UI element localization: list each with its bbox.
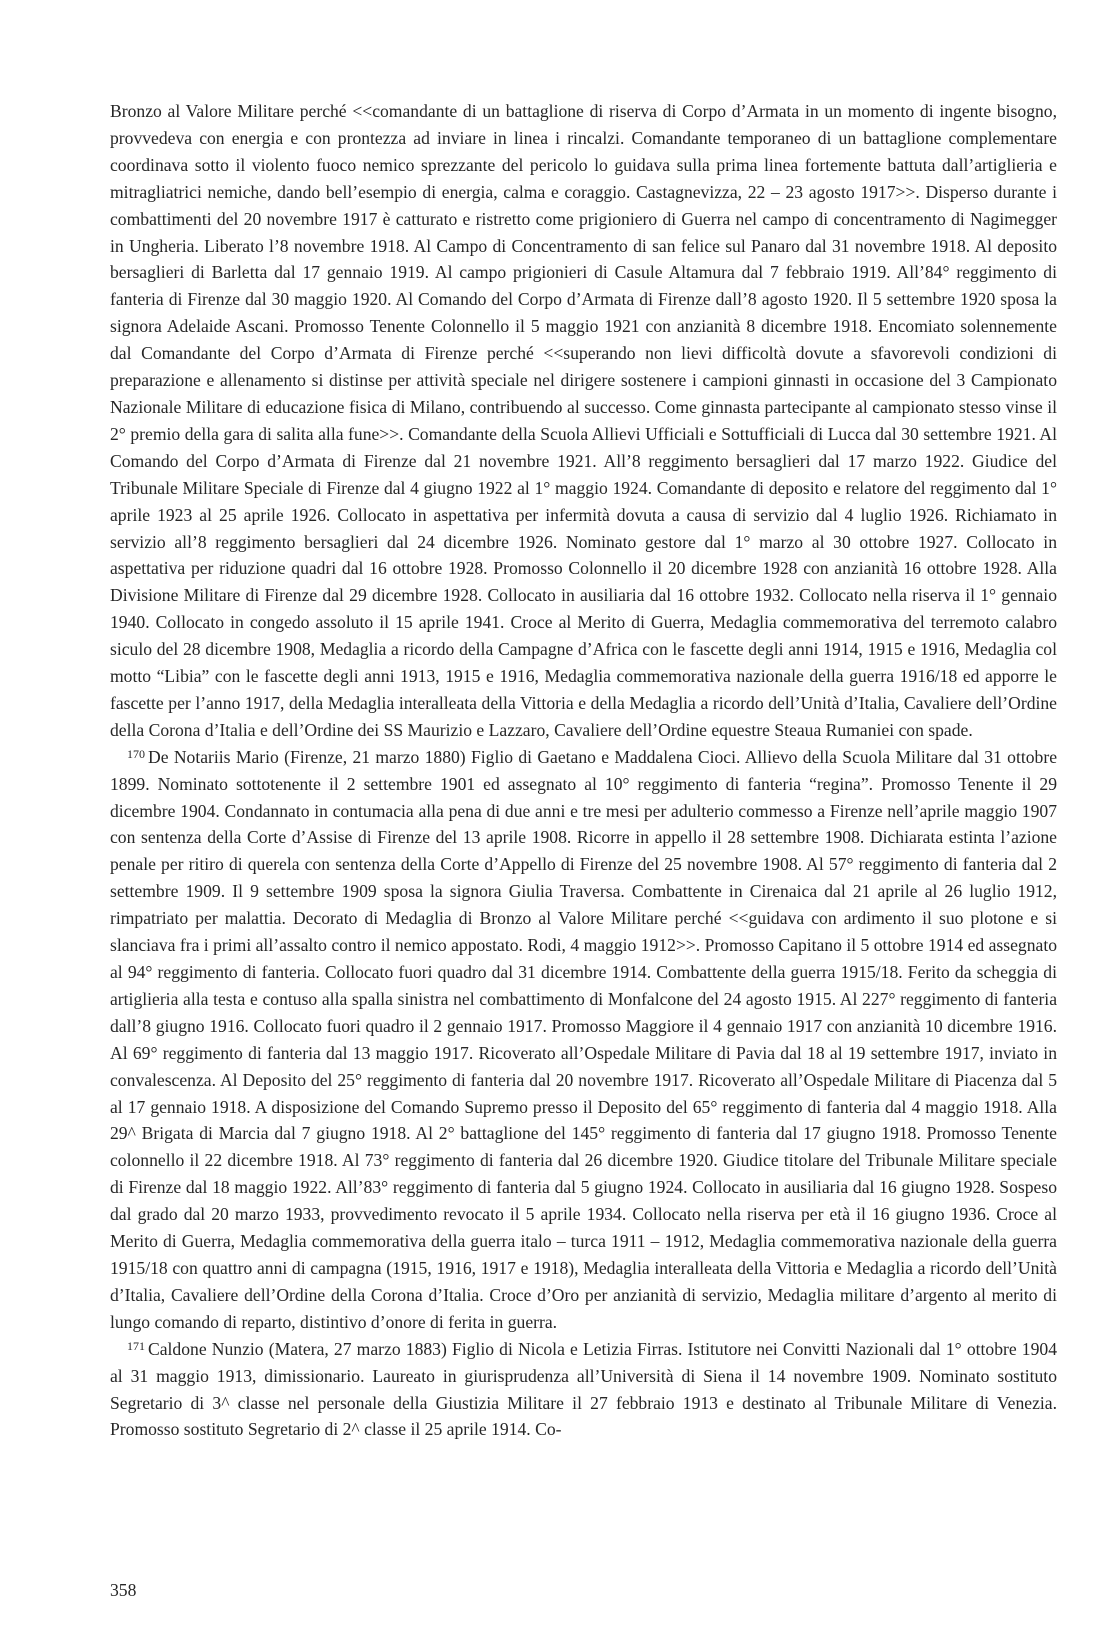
footnote-number: 170: [127, 746, 145, 761]
paragraph-text: De Notariis Mario (Firenze, 21 marzo 1880) Figlio di Gaetano e Maddalena Cioci. Allievo della Scuola Militare dal 31 ottobre 1899. Nominato sottotenente il 2 settembre 1901 ed assegnato al 10° reggimento di fanteria “regina”. Promosso Tenente il 29 dicembre 1904. Condannato in contumacia alla pena di due anni e tre mesi per adulterio commesso a Firenze nell’aprile maggio 1907 con sentenza della Corte d’Assise di Firenze del 13 aprile 1908. Ricorre in appello il 28 settembre 1908. Dichiarata estinta l’azione penale per ritiro di querela con sentenza della Corte d’Appello di Firenze del 25 novembre 1908. Al 57° reggimento di fanteria dal 2 settembre 1909. Il 9 settembre 1909 sposa la signora Giulia Traversa. Combattente in Cirenaica dal 21 aprile al 26 luglio 1912, rimpatriato per malattia. Decorato di Medaglia di Bronzo al Valore Militare perché <<guidava con ardimento il suo plotone e si slanciava fra i primi all’assalto contro il nemico appostato. Rodi, 4 maggio 1912>>. Promosso Capitano il 5 ottobre 1914 ed assegnato al 94° reggimento di fanteria. Collocato fuori quadro dal 31 dicembre 1914. Combattente della guerra 1915/18. Ferito da scheggia di artiglieria alla testa e contuso alla spalla sinistra nel combattimento di Monfalcone del 24 agosto 1915. Al 227° reggimento di fanteria dall’8 giugno 1916. Collocato fuori quadro il 2 gennaio 1917. Promosso Maggiore il 4 gennaio 1917 con anzianità 10 dicembre 1916. Al 69° reggimento di fanteria dal 13 maggio 1917. Ricoverato all’Ospedale Militare di Pavia dal 18 al 19 settembre 1917, inviato in convalescenza. Al Deposito del 25° reggimento di fanteria dal 20 novembre 1917. Ricoverato all’Ospedale Militare di Piacenza dal 5 al 17 gennaio 1918. A disposizione del Comando Supremo presso il Deposito del 65° reggimento di fanteria dal 4 maggio 1918. Alla 29^ Brigata di Marcia dal 7 giugno 1918. Al 2° battaglione del 145° reggimento di fanteria dal 17 giugno 1918. Promosso Tenente colonnello il 22 dicembre 1918. Al 73° reggimento di fanteria dal 26 dicembre 1920. Giudice titolare del Tribunale Militare speciale di Firenze dal 18 maggio 1922. All’83° reggimento di fanteria dal 5 giugno 1924. Collocato in ausiliaria dal 16 giugno 1928. Sospeso dal grado dal 20 marzo 1933, provvedimento revocato il 5 aprile 1934. Collocato nella riserva per età il 16 giugno 1936. Croce al Merito di Guerra, Medaglia commemorativa della guerra italo – turca 1911 – 1912, Medaglia commemorativa nazionale della guerra 1915/18 con quattro anni di campagna (1915, 1916, 1917 e 1918), Medaglia interalleata della Vittoria e Medaglia a ricordo dell’Unità d’Italia, Cavaliere dell’Ordine della Corona d’Italia. Croce d’Oro per anzianità di servizio, Medaglia militare d’argento al merito di lungo comando di reparto, distintivo d’onore di ferita in guerra.: [110, 746, 1057, 1332]
paragraph-text: Caldone Nunzio (Matera, 27 marzo 1883) Figlio di Nicola e Letizia Firras. Istitutore nei Convitti Nazionali dal 1° ottobre 1904 al 31 maggio 1913, dimissionario. Laureato in giurisprudenza all’Università di Siena il 14 novembre 1909. Nominato sostituto Segretario di 3^ classe nel personale della Giustizia Militare il 27 febbraio 1913 e destinato al Tribunale Militare di Venezia. Promosso sostituto Segretario di 2^ classe il 25 aprile 1914. Co-: [110, 1338, 1057, 1440]
paragraph-text: Bronzo al Valore Militare perché <<comandante di un battaglione di riserva di Corpo d’Armata in un momento di ingente bisogno, provvedeva con energia e con prontezza ad inviare in linea i rincalzi. Comandante temporaneo di un battaglione complementare coordinava sotto il violento fuoco nemico sprezzante del pericolo lo guidava sulla prima linea fortemente battuta dall’artiglieria e mitragliatrici nemiche, dando bell’esempio di energia, calma e coraggio. Castagnevizza, 22 – 23 agosto 1917>>. Disperso durante i combattimenti del 20 novembre 1917 è catturato e ristretto come prigioniero di Guerra nel campo di concentramento di Nagimegger in Ungheria. Liberato l’8 novembre 1918. Al Campo di Concentramento di san felice sul Panaro dal 31 novembre 1918. Al deposito bersaglieri di Barletta dal 17 gennaio 1919. Al campo prigionieri di Casule Altamura dal 7 febbraio 1919. All’84° reggimento di fanteria di Firenze dal 30 maggio 1920. Al Comando del Corpo d’Armata di Firenze dall’8 agosto 1920. Il 5 settembre 1920 sposa la signora Adelaide Ascani. Promosso Tenente Colonnello il 5 maggio 1921 con anzianità 8 dicembre 1918. Encomiato solennemente dal Comandante del Corpo d’Armata di Firenze perché <<superando non lievi difficoltà dovute a sfavorevoli condizioni di preparazione e allenamento si distinse per attività speciale nel dirigere sostenere i campioni ginnasti in occasione del 3 Campionato Nazionale Militare di educazione fisica di Milano, contribuendo al successo. Come ginnasta partecipante al campionato stesso vinse il 2° premio della gara di salita alla fune>>. Comandante della Scuola Allievi Ufficiali e Sottufficiali di Lucca dal 30 settembre 1921. Al Comando del Corpo d’Armata di Firenze dal 21 novembre 1921. All’8 reggimento bersaglieri dal 17 marzo 1922. Giudice del Tribunale Militare Speciale di Firenze dal 4 giugno 1922 al 1° maggio 1924. Comandante di deposito e relatore del reggimento dal 1° aprile 1923 al 25 aprile 1926. Collocato in aspettativa per infermità dovuta a causa di servizio dal 4 luglio 1926. Richiamato in servizio all’8 reggimento bersaglieri dal 24 dicembre 1926. Nominato gestore dal 1° marzo al 30 ottobre 1927. Collocato in aspettativa per riduzione quadri dal 16 ottobre 1928. Promosso Colonnello il 20 dicembre 1928 con anzianità 16 ottobre 1928. Alla Divisione Militare di Firenze dal 29 dicembre 1928. Collocato in ausiliaria dal 16 ottobre 1932. Collocato nella riserva il 1° gennaio 1940. Collocato in congedo assoluto il 15 aprile 1941. Croce al Merito di Guerra, Medaglia commemorativa del terremoto calabro siculo del 28 dicembre 1908, Medaglia a ricordo della Campagne d’Africa con le fascette degli anni 1914, 1915 e 1916, Medaglia col motto “Libia” con le fascette degli anni 1913, 1915 e 1916, Medaglia commemorativa nazionale della guerra 1916/18 ed apporre le fascette per l’anno 1917, della Medaglia interalleata della Vittoria e della Medaglia a ricordo dell’Unità d’Italia, Cavaliere dell’Ordine della Corona d’Italia e dell’Ordine dei SS Maurizio e Lazzaro, Cavaliere dell’Ordine equestre Steaua Rumaniei con spade.: [110, 101, 1057, 740]
footnote-170: [110, 744, 1057, 1336]
document-page: [110, 98, 1057, 1443]
footnote-number: 171: [127, 1338, 145, 1353]
page-number: 358: [110, 1580, 137, 1600]
footnote-171: [110, 1336, 1057, 1444]
footnote-169-continuation: [110, 98, 1057, 744]
